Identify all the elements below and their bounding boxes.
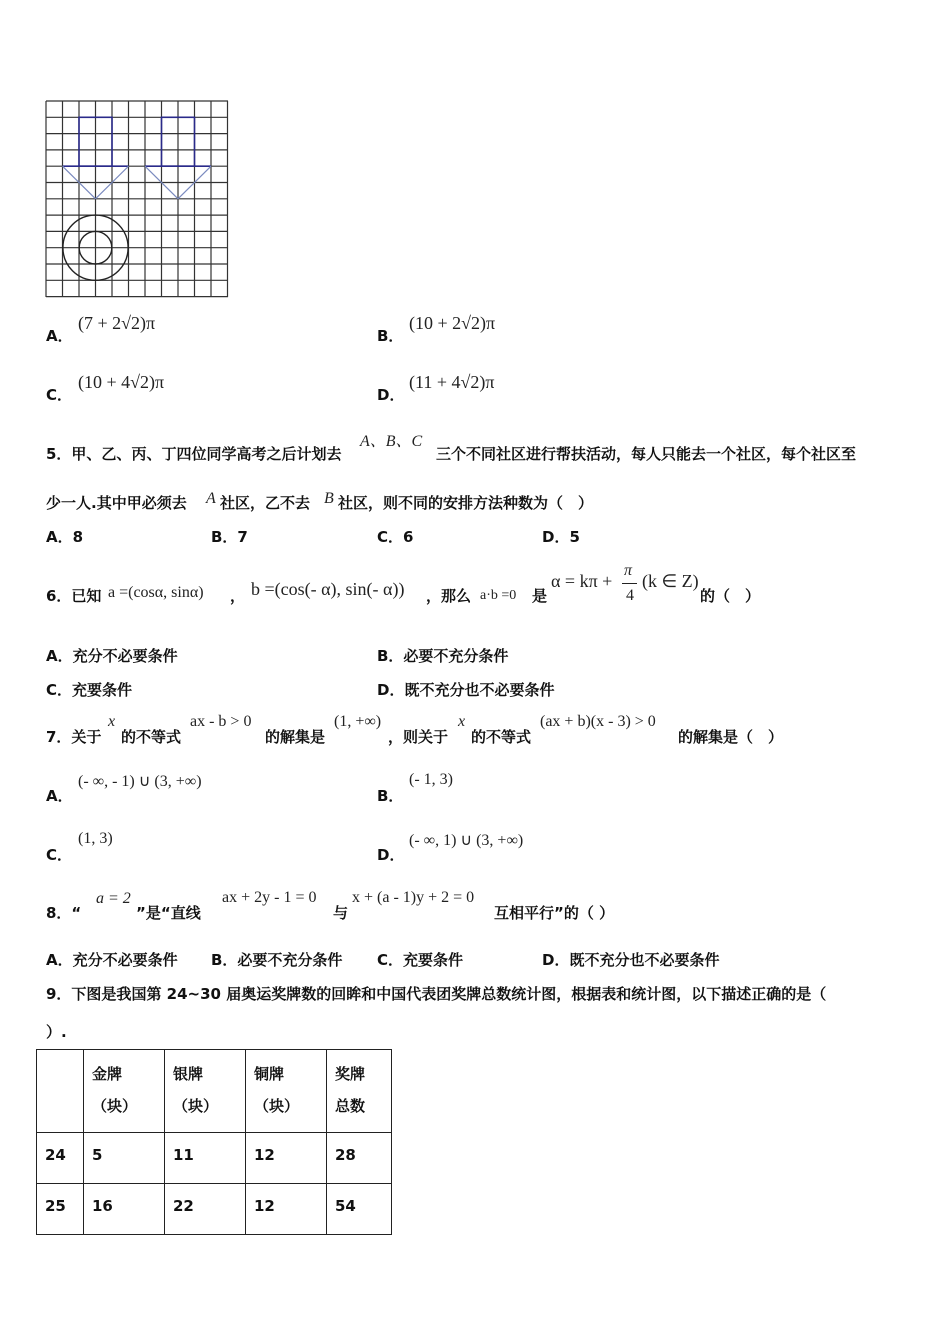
option-label: A．: [46, 327, 73, 345]
q7-text-5: 的不等式: [471, 728, 532, 746]
q6-k-domain: (k ∈ Z): [642, 571, 699, 591]
q5-line1-b: 三个不同社区进行帮扶活动，每人只能去一个社区，每个社区至: [436, 445, 857, 463]
table-cell: 22: [165, 1184, 246, 1235]
grid-lines: [46, 101, 228, 297]
table-header-row: [37, 1050, 392, 1133]
q7-option-a[interactable]: A．: [46, 787, 73, 805]
q7-text-4: ，则关于: [388, 728, 449, 746]
q4-option-a-formula: (7 + 2√2)π: [78, 313, 156, 333]
table-cell: 54: [327, 1184, 392, 1235]
q7-inequality-2: (ax + b)(x - 3) > 0: [540, 713, 656, 730]
table-cell: 24: [37, 1133, 84, 1184]
q4-option-c-formula: (10 + 4√2)π: [78, 372, 165, 392]
table-cell: 12: [246, 1133, 327, 1184]
q5-line1-math: A、B、C: [360, 433, 423, 450]
q6-text-3: ，那么: [426, 587, 472, 605]
q4-option-a[interactable]: [46, 325, 73, 346]
q6-fraction-den: 4: [626, 587, 634, 604]
q6-option-d[interactable]: D．既不充分也不必要条件: [377, 681, 555, 699]
q6-option-c[interactable]: C．充要条件: [46, 681, 133, 699]
q7-option-c[interactable]: C．: [46, 846, 73, 864]
q5-option-a[interactable]: A．8: [46, 528, 84, 546]
header-cell-total: 奖牌 总数: [327, 1050, 392, 1133]
q7-text-2: 的不等式: [121, 728, 182, 746]
q8-option-d[interactable]: D．既不充分也不必要条件: [542, 951, 720, 969]
q7-text-3: 的解集是: [265, 728, 326, 746]
q4-option-b[interactable]: [377, 325, 403, 346]
medal-table: [36, 1049, 392, 1235]
table-cell: 16: [84, 1184, 165, 1235]
q7-var-x-1: x: [108, 713, 116, 730]
table-cell: 11: [165, 1133, 246, 1184]
header-cell-silver: 银牌 （块）: [165, 1050, 246, 1133]
q7-option-d[interactable]: D．: [377, 846, 405, 864]
table-cell: 12: [246, 1184, 327, 1235]
q7-option-d-formula: (- ∞, 1) ∪ (3, +∞): [409, 832, 524, 849]
q8-text-1: 8．“: [46, 904, 82, 922]
header-cell-gold: 金牌 （块）: [84, 1050, 165, 1133]
q5-line2-b: 社区，乙不去: [220, 494, 311, 512]
q8-option-a[interactable]: A．充分不必要条件: [46, 951, 178, 969]
table-row: [37, 1184, 392, 1235]
q5-line2-c: 社区，则不同的安排方法种数为（ ）: [338, 494, 594, 512]
q6-option-a[interactable]: A．充分不必要条件: [46, 647, 178, 665]
q6-option-b[interactable]: B．必要不充分条件: [377, 647, 509, 665]
q8-line-2: x + (a - 1)y + 2 = 0: [352, 889, 475, 906]
q6-dot-product: a·b =0: [480, 588, 517, 603]
q4-option-d-formula: (11 + 4√2)π: [409, 372, 495, 392]
option-label: C．: [46, 386, 73, 404]
q7-text-6: 的解集是（ ）: [678, 728, 784, 746]
q4-option-b-formula: (10 + 2√2)π: [409, 313, 496, 333]
q7-option-c-formula: (1, 3): [78, 830, 113, 847]
option-label: D．: [377, 386, 405, 404]
q8-line-1: ax + 2y - 1 = 0: [222, 889, 317, 906]
header-cell-bronze: 铜牌 （块）: [246, 1050, 327, 1133]
q4-option-c[interactable]: [46, 384, 72, 405]
q7-option-b[interactable]: B．: [377, 787, 404, 805]
q8-text-3: 与: [333, 904, 349, 922]
q9-line-2: ）.: [46, 1023, 67, 1041]
table-cell: 25: [37, 1184, 84, 1235]
q7-text-1: 7．关于: [46, 728, 102, 746]
q9-line-1: 9．下图是我国第 24~30 届奥运奖牌数的回眸和中国代表团奖牌总数统计图，根据表和统计图，以下描述正确的是（: [46, 985, 827, 1003]
q6-vector-b: b =(cos(- α), sin(- α)): [251, 579, 405, 599]
q6-fraction-num: π: [624, 562, 633, 579]
q5-line2-m1: A: [206, 490, 216, 507]
q8-text-2: ”是“直线: [136, 904, 201, 922]
q8-condition: a = 2: [96, 890, 131, 907]
q6-text-2: ，: [230, 587, 246, 605]
q7-option-b-formula: (- 1, 3): [409, 771, 453, 788]
option-label: B．: [377, 327, 404, 345]
q8-option-c[interactable]: C．充要条件: [377, 951, 464, 969]
header-cell-empty: [37, 1050, 84, 1133]
q5-line2-a: 少一人.其中甲必须去: [46, 494, 187, 512]
q6-text-5: 的（ ）: [700, 587, 761, 605]
table-row: [37, 1133, 392, 1184]
q7-option-a-formula: (- ∞, - 1) ∪ (3, +∞): [78, 773, 202, 790]
table-cell: 5: [84, 1133, 165, 1184]
q6-vector-a: a =(cosα, sinα): [108, 584, 204, 601]
q5-option-c[interactable]: C．6: [377, 528, 414, 546]
q8-option-b[interactable]: B．必要不充分条件: [211, 951, 343, 969]
q6-text-4: 是: [532, 587, 548, 605]
q6-alpha-expr: α = kπ +: [551, 571, 613, 591]
table-cell: 28: [327, 1133, 392, 1184]
q7-var-x-2: x: [458, 713, 466, 730]
q5-line1-a: 5．甲、乙、丙、丁四位同学高考之后计划去: [46, 445, 342, 463]
q4-option-d[interactable]: [377, 384, 404, 405]
q7-inequality-1: ax - b > 0: [190, 713, 252, 730]
q6-fraction-bar: [622, 583, 637, 584]
q5-option-d[interactable]: D．5: [542, 528, 580, 546]
q7-solution-1: (1, +∞): [334, 713, 382, 730]
q8-text-4: 互相平行”的（ ）: [494, 904, 615, 922]
q6-text-1: 6．已知: [46, 587, 102, 605]
q5-option-b[interactable]: B．7: [211, 528, 248, 546]
q5-line2-m2: B: [324, 490, 334, 507]
q4-grid-figure: [44, 99, 230, 299]
